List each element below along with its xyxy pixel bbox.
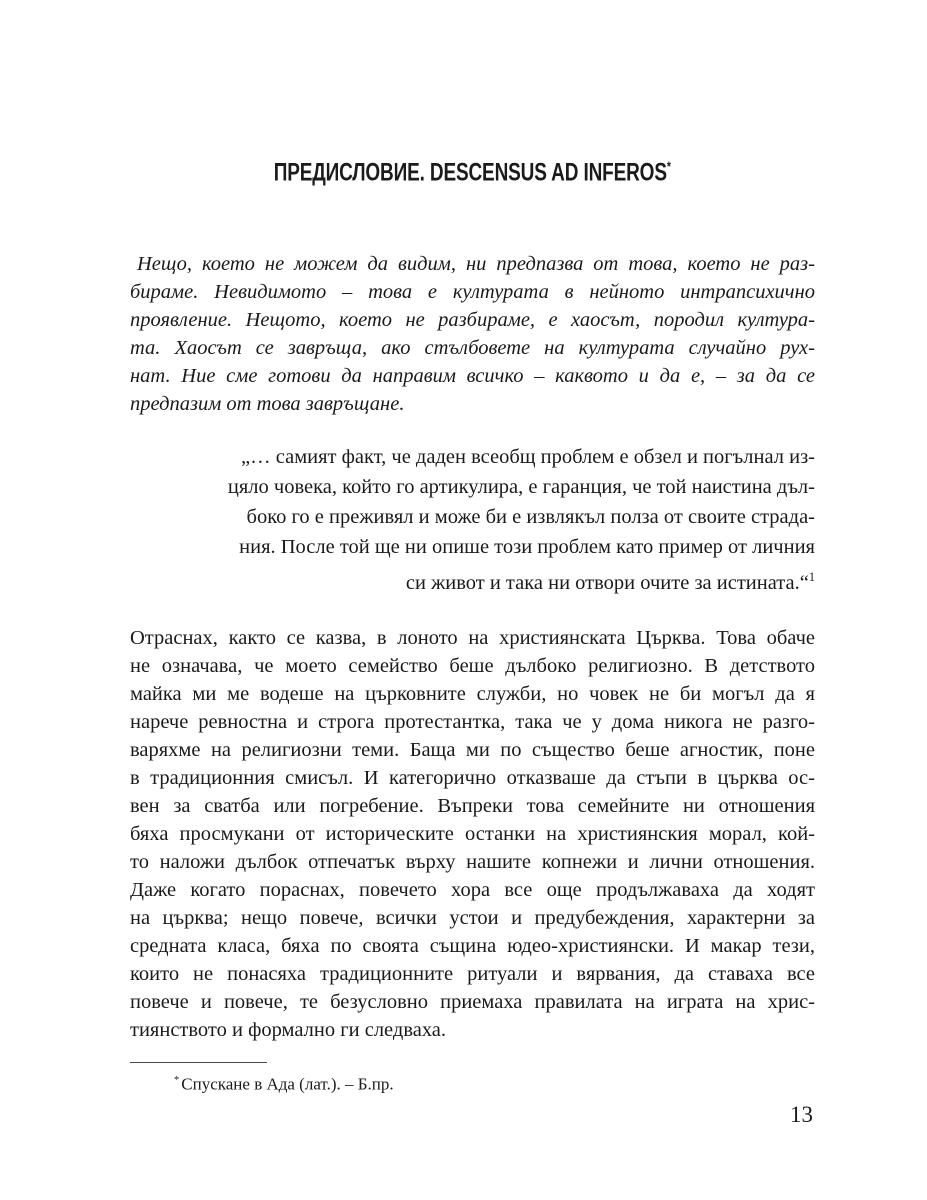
quote-block [130, 442, 815, 598]
text-line: вен за сватба или погребение. Въпреки това семейните ни отношения [130, 795, 815, 818]
text-line: нат. Ние сме готови да направим всичко – каквото и да е, – за да се [130, 365, 815, 388]
text-line [130, 562, 815, 598]
footnote-marker: * [174, 1075, 180, 1087]
text-line: които не понасяха традиционните ритуали и вярвания, да ставаха все [130, 963, 815, 986]
text-line: проявление. Нещото, което не разбираме, е хаосът, породил култура- [130, 309, 815, 332]
title-label: ПРЕДИСЛОВИЕ. DESCENSUS AD INFEROS [273, 158, 668, 187]
text-block [130, 0, 815, 1096]
body-paragraph [130, 624, 815, 1044]
text-line: не означава, че моето семейство беше дълбоко религиозно. В детството [130, 655, 815, 678]
page-number: 13 [790, 1102, 813, 1127]
text-line: Нещо, което не можем да видим, ни предпазва от това, което не раз- [137, 253, 815, 276]
text-line: в традиционния смисъл. И категорично отказваше да стъпи в църква ос- [130, 767, 815, 790]
text-line: та. Хаосът се завръща, ако стълбовете на културата случайно рух- [130, 337, 815, 360]
epigraph [130, 250, 815, 418]
text-line: „… самият факт, че даден всеобщ проблем е обзел и погълнал из- [241, 446, 815, 469]
footnote-text [130, 1070, 815, 1096]
page-title-text [274, 152, 671, 187]
text-line: цяло човека, който го артикулира, е гаранция, че той наистина дъл- [227, 476, 815, 499]
quote-last-line: си живот и така ни отвори очите за истината.“ [405, 572, 809, 595]
text-line: на църква; нещо повече, всички устои и предубеждения, характерни за [130, 907, 815, 930]
text-line: нарече ревностна и строга протестантка, така че у дома никога не разго- [130, 711, 815, 734]
text-line: бираме. Невидимото – това е културата в нейното интрапсихично [130, 281, 815, 304]
text-line: варяхме на религиозни теми. Баща ми по същество беше агностик, поне [130, 739, 815, 762]
text-line: боко го е преживял и може би е извлякъл полза от своите страда- [246, 506, 815, 529]
footnote [130, 1062, 815, 1096]
text-line: тиянството и формално ги следваха. [130, 1019, 447, 1042]
text-line: Даже когато пораснах, повечето хора все още продължаваха да ходят [130, 879, 815, 902]
text-line: бяха просмукани от историческите останки на християнския морал, кой- [130, 823, 815, 846]
footnote-label: Спускане в Ада (лат.). – Б.пр. [181, 1074, 394, 1094]
text-line: Отраснах, както се казва, в лоното на християнската Църква. Това обаче [130, 627, 815, 650]
footnote-divider [130, 1062, 267, 1063]
page-title [130, 152, 815, 187]
text-line: ния. После той ще ни опише този проблем като пример от личния [239, 536, 815, 559]
footnote-reference: 1 [808, 570, 815, 585]
text-line: повече и повече, те безусловно приемаха правилата на играта на хрис- [130, 991, 815, 1014]
text-line: предпазим от това завръщане. [130, 393, 405, 416]
text-line: майка ми ме водеше на църковните служби, но човек не би могъл да я [130, 683, 815, 706]
text-line: то наложи дълбок отпечатък върху нашите копнежи и лични отношения. [130, 851, 815, 874]
text-line: средната класа, бяха по своята същина юдео-християнски. И макар тези, [130, 935, 815, 958]
title-footnote-marker: * [667, 159, 672, 174]
